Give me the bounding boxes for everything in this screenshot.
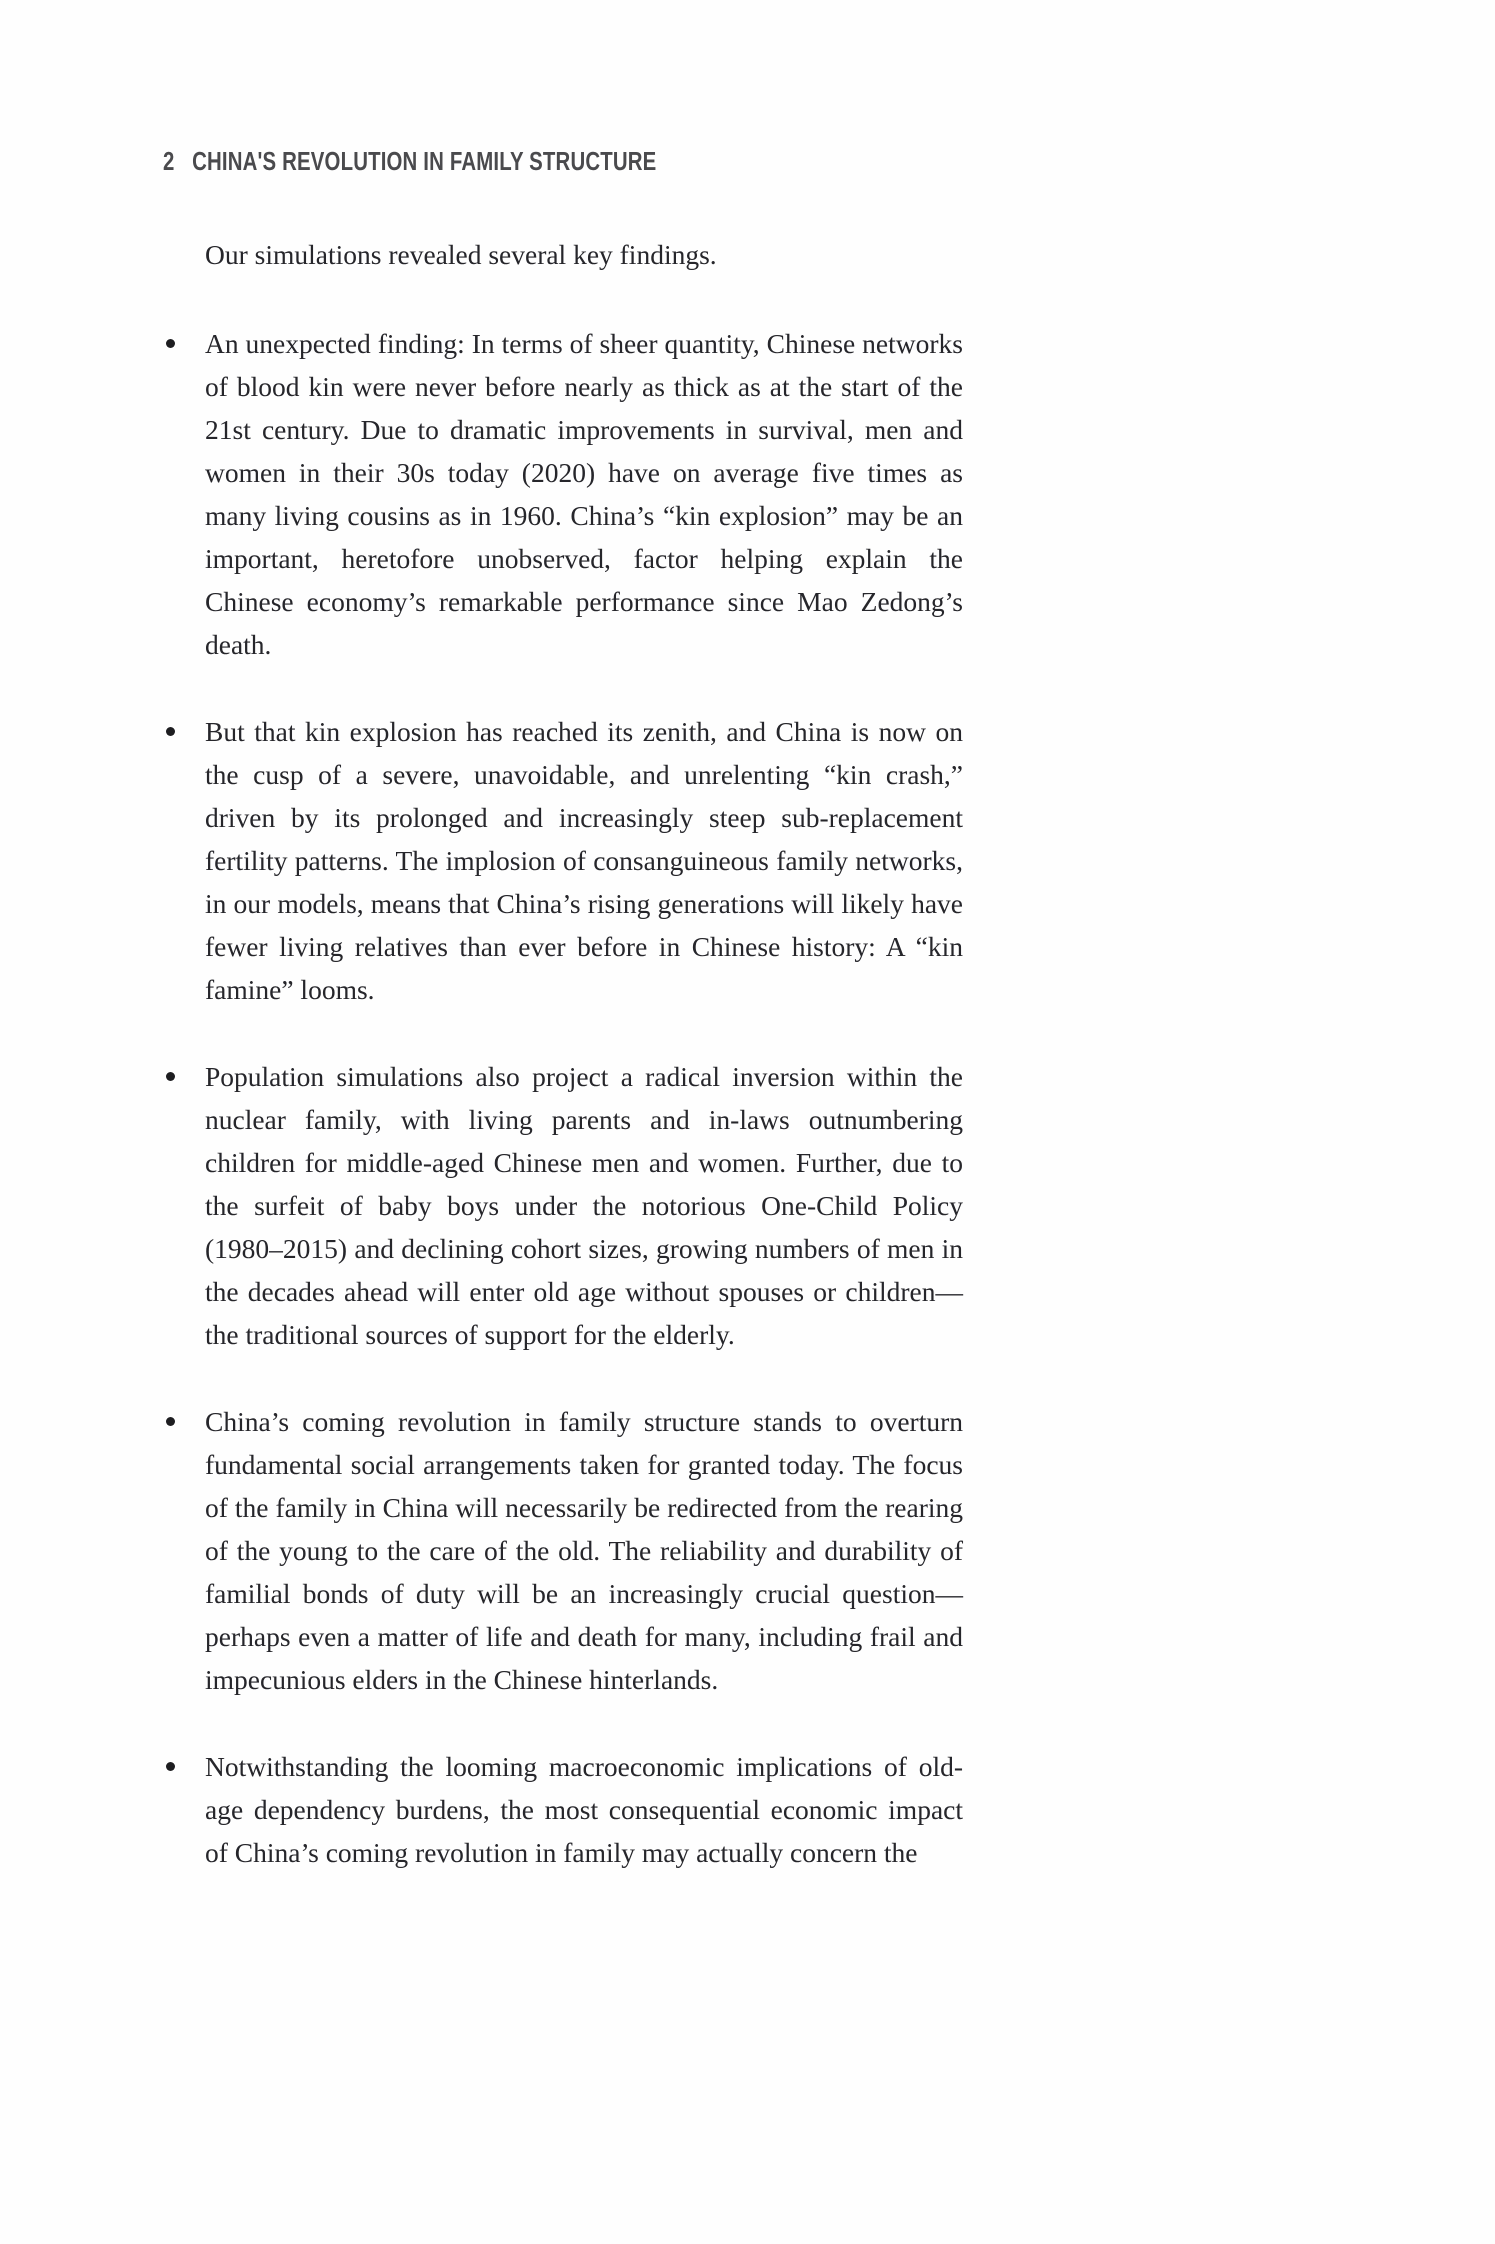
list-item-text: Notwithstanding the looming macroeconomic implications of old-age dependency burdens, the most consequential economic impact of China’s coming revolution in family may actually concern the	[205, 1750, 963, 1868]
bullet-icon	[166, 1400, 178, 1443]
findings-list	[163, 322, 963, 1874]
intro-paragraph: Our simulations revealed several key findings.	[205, 238, 717, 270]
list-item	[163, 710, 963, 1011]
running-header-title: CHINA'S REVOLUTION IN FAMILY STRUCTURE	[192, 148, 657, 176]
bullet-icon	[166, 1055, 178, 1098]
list-item	[163, 1400, 963, 1701]
bullet-icon	[166, 710, 178, 753]
list-item-text: China’s coming revolution in family structure stands to overturn fundamental social arrangements taken for granted today. The focus of the family in China will necessarily be redirected from the rearing of the young to the care of the old. The reliability and durability of familial bonds of duty will be an increasingly crucial question—perhaps even a matter of life and death for many, including frail and impecunious elders in the Chinese hinterlands.	[205, 1405, 963, 1695]
list-item	[163, 1055, 963, 1356]
bullet-icon	[166, 1745, 178, 1788]
list-item-text: Population simulations also project a radical inversion within the nuclear family, with living parents and in-laws outnumbering children for middle-aged Chinese men and women. Further, due to the surfeit of baby boys under the notorious One-Child Policy (1980–2015) and declining cohort sizes, growing numbers of men in the decades ahead will enter old age without spouses or children—the traditional sources of support for the elderly.	[205, 1060, 963, 1350]
running-header	[163, 150, 803, 176]
page-content	[163, 150, 963, 1874]
bullet-icon	[166, 322, 178, 365]
list-item-text: But that kin explosion has reached its zenith, and China is now on the cusp of a severe, unavoidable, and unrelenting “kin crash,” driven by its prolonged and increasingly steep sub-replacement fertility patterns. The implosion of consanguineous family networks, in our models, means that China’s rising generations will likely have fewer living relatives than ever before in Chinese history: A “kin famine” looms.	[205, 715, 963, 1005]
list-item	[163, 322, 963, 666]
list-item	[163, 1745, 963, 1874]
body-text	[163, 233, 963, 1874]
list-item-text: An unexpected finding: In terms of sheer quantity, Chinese networks of blood kin were never before nearly as thick as at the start of the 21st century. Due to dramatic improvements in survival, men and women in their 30s today (2020) have on average five times as many living cousins as in 1960. China’s “kin explosion” may be an important, heretofore unobserved, factor helping explain the Chinese economy’s remarkable performance since Mao Zedong’s death.	[205, 327, 963, 660]
page-number: 2	[163, 148, 175, 176]
